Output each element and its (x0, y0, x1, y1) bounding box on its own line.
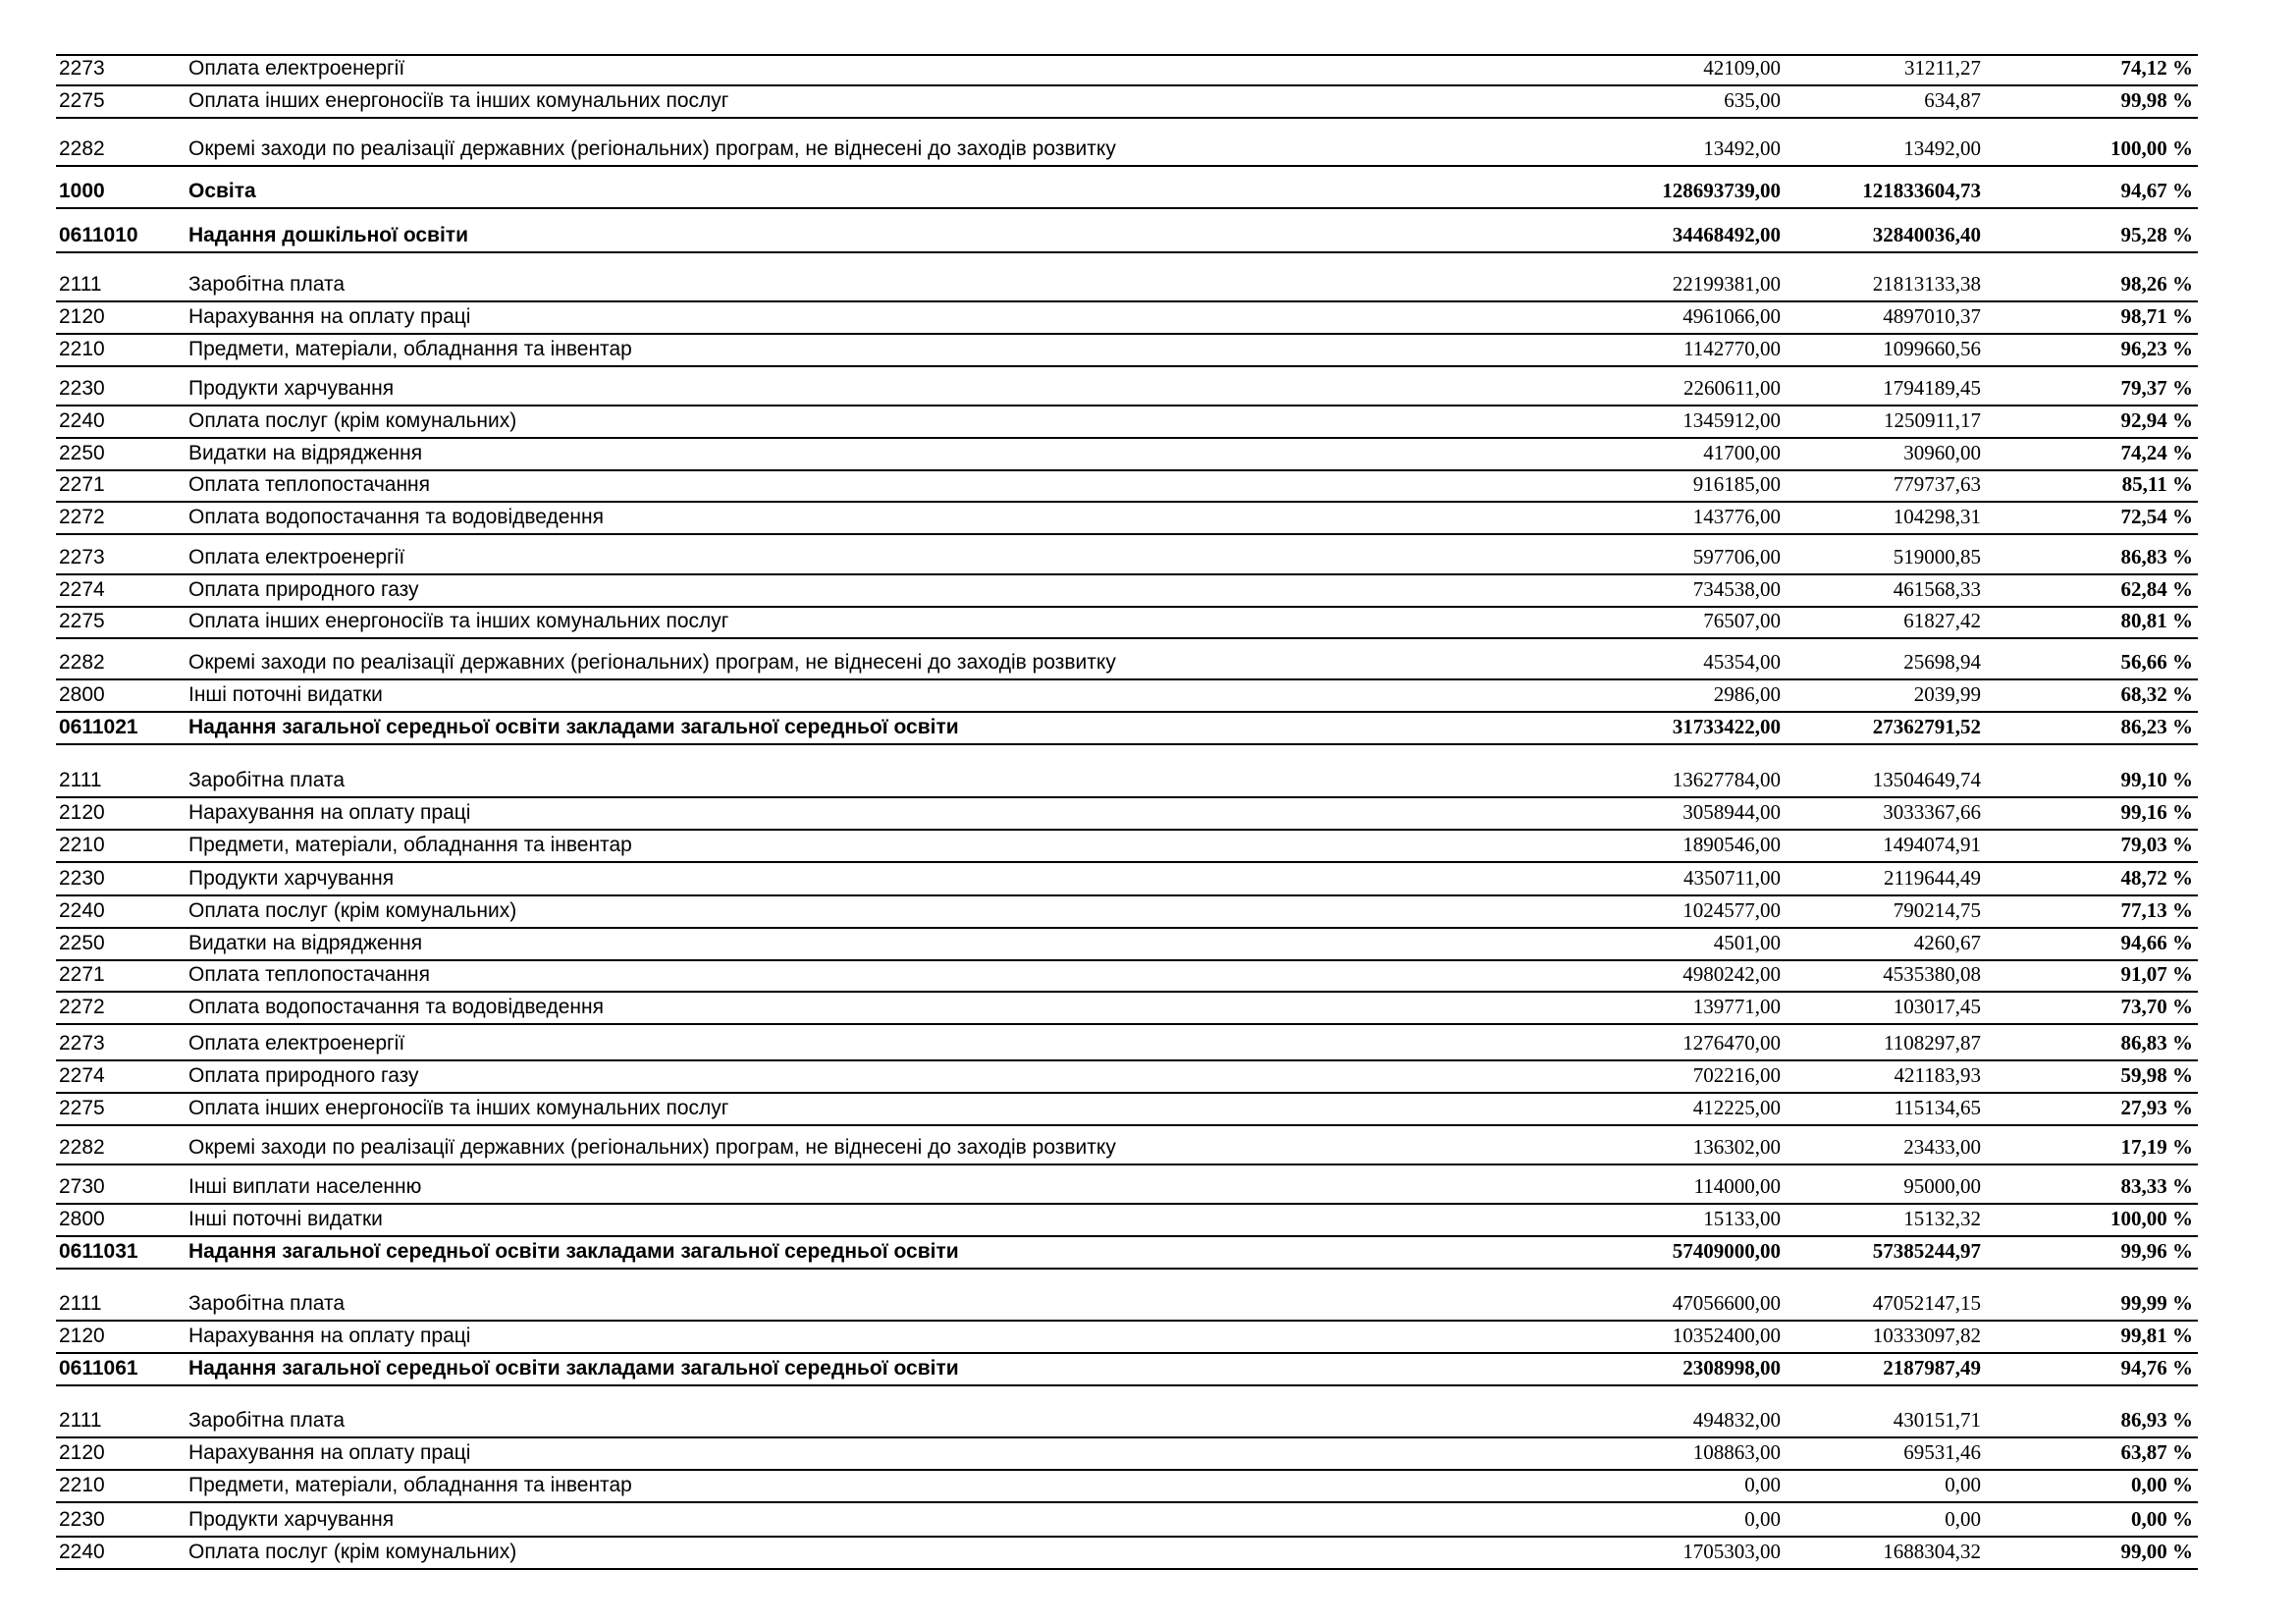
row-fact: 4260,67 (1913, 931, 1981, 954)
section-row (56, 1354, 2198, 1386)
row-fact: 27362791,52 (1872, 715, 1981, 738)
row-plan: 47056600,00 (1672, 1291, 1781, 1315)
row-code: 2282 (59, 1136, 105, 1159)
row-name: Нарахування на оплату праці (188, 305, 471, 328)
row-fact: 1494074,91 (1883, 833, 1981, 856)
row-percent: 48,72 % (2120, 866, 2193, 890)
budget-table (56, 54, 2198, 1570)
row-fact: 32840036,40 (1872, 223, 1981, 246)
row-percent: 73,70 % (2120, 995, 2193, 1018)
row-fact: 61827,42 (1903, 609, 1981, 632)
row-plan: 635,00 (1724, 88, 1781, 112)
row-fact: 1099660,56 (1883, 337, 1981, 360)
row-plan: 2986,00 (1713, 682, 1781, 706)
table-row (56, 1025, 2198, 1061)
row-name: Надання загальної середньої освіти закладами загальної середньої освіти (188, 1240, 959, 1263)
row-plan: 13492,00 (1703, 136, 1781, 160)
table-row (56, 1270, 2198, 1322)
row-plan: 2308998,00 (1682, 1356, 1781, 1380)
row-percent: 74,24 % (2120, 441, 2193, 464)
row-code: 2272 (59, 506, 105, 528)
row-name: Оплата теплопостачання (188, 963, 431, 986)
row-code: 2111 (59, 273, 102, 296)
table-row (56, 608, 2198, 639)
row-name: Нарахування на оплату праці (188, 801, 471, 824)
table-row (56, 1438, 2198, 1471)
row-percent: 98,26 % (2120, 272, 2193, 296)
row-plan: 31733422,00 (1672, 715, 1781, 738)
row-name: Нарахування на оплату праці (188, 1325, 471, 1347)
row-fact: 47052147,15 (1872, 1291, 1981, 1315)
row-code: 0611031 (59, 1240, 138, 1263)
row-fact: 103017,45 (1893, 995, 1981, 1018)
row-plan: 128693739,00 (1662, 179, 1781, 202)
table-row (56, 253, 2198, 302)
table-row (56, 1126, 2198, 1165)
table-row (56, 896, 2198, 929)
row-name: Оплата інших енергоносіїв та інших комунальних послуг (188, 1097, 729, 1119)
row-name: Заробітна плата (188, 273, 346, 296)
row-plan: 114000,00 (1693, 1174, 1781, 1198)
row-plan: 1890546,00 (1682, 833, 1781, 856)
row-name: Надання загальної середньої освіти закладами загальної середньої освіти (188, 716, 959, 738)
row-fact: 10333097,82 (1872, 1324, 1981, 1347)
row-percent: 85,11 % (2121, 472, 2193, 496)
row-plan: 76507,00 (1703, 609, 1781, 632)
row-percent: 79,37 % (2120, 376, 2193, 400)
row-name: Оплата електроенергії (188, 57, 405, 80)
row-plan: 3058944,00 (1682, 800, 1781, 824)
row-name: Оплата природного газу (188, 1064, 419, 1087)
row-code: 2282 (59, 651, 105, 674)
row-code: 2271 (59, 473, 105, 496)
table-row (56, 1061, 2198, 1094)
row-percent: 27,93 % (2120, 1096, 2193, 1119)
row-name: Продукти харчування (188, 867, 395, 890)
row-code: 2120 (59, 1441, 105, 1464)
row-plan: 1276470,00 (1682, 1031, 1781, 1055)
row-code: 2230 (59, 867, 105, 890)
row-percent: 98,71 % (2120, 304, 2193, 328)
row-code: 2230 (59, 1508, 105, 1531)
row-fact: 15132,32 (1903, 1207, 1981, 1230)
row-percent: 96,23 % (2120, 337, 2193, 360)
row-code: 0611010 (59, 224, 138, 246)
table-row (56, 863, 2198, 896)
row-percent: 59,98 % (2120, 1063, 2193, 1087)
row-fact: 1250911,17 (1884, 408, 1981, 432)
row-fact: 13492,00 (1903, 136, 1981, 160)
row-code: 2250 (59, 932, 105, 954)
row-fact: 115134,65 (1894, 1096, 1981, 1119)
row-name: Предмети, матеріали, обладнання та інвентар (188, 1474, 632, 1496)
row-plan: 34468492,00 (1672, 223, 1781, 246)
row-name: Нарахування на оплату праці (188, 1441, 471, 1464)
row-percent: 94,66 % (2120, 931, 2193, 954)
row-name: Інші поточні видатки (188, 683, 383, 706)
row-code: 2210 (59, 1474, 105, 1496)
row-code: 0611061 (59, 1357, 138, 1380)
row-plan: 2260611,00 (1683, 376, 1781, 400)
row-code: 2120 (59, 801, 105, 824)
row-code: 2273 (59, 546, 105, 568)
table-row (56, 1538, 2198, 1570)
row-code: 0611021 (59, 716, 138, 738)
row-percent: 0,00 % (2131, 1507, 2193, 1531)
row-plan: 41700,00 (1703, 441, 1781, 464)
row-name: Освіта (188, 180, 256, 202)
table-row (56, 575, 2198, 608)
row-fact: 31211,27 (1904, 56, 1981, 80)
row-plan: 597706,00 (1692, 545, 1781, 568)
row-code: 1000 (59, 180, 105, 202)
row-name: Інші виплати населенню (188, 1175, 422, 1198)
row-code: 2230 (59, 377, 105, 400)
row-code: 2800 (59, 1208, 105, 1230)
row-name: Заробітна плата (188, 1292, 346, 1315)
row-code: 2240 (59, 409, 105, 432)
row-name: Оплата теплопостачання (188, 473, 431, 496)
row-percent: 74,12 % (2120, 56, 2193, 80)
row-plan: 4961066,00 (1682, 304, 1781, 328)
row-code: 2120 (59, 1325, 105, 1347)
row-name: Оплата водопостачання та водовідведення (188, 506, 604, 528)
table-row (56, 406, 2198, 439)
table-row (56, 639, 2198, 680)
row-percent: 86,83 % (2120, 545, 2193, 568)
row-percent: 86,93 % (2120, 1408, 2193, 1432)
row-fact: 779737,63 (1893, 472, 1981, 496)
row-plan: 1142770,00 (1683, 337, 1781, 360)
row-percent: 94,76 % (2120, 1356, 2193, 1380)
row-name: Предмети, матеріали, обладнання та інвентар (188, 834, 632, 856)
row-name: Оплата послуг (крім комунальних) (188, 409, 517, 432)
row-percent: 72,54 % (2120, 505, 2193, 528)
row-fact: 23433,00 (1903, 1135, 1981, 1159)
row-fact: 519000,85 (1893, 545, 1981, 568)
table-row (56, 1503, 2198, 1538)
row-fact: 57385244,97 (1872, 1239, 1981, 1263)
row-fact: 1108297,87 (1884, 1031, 1981, 1055)
row-plan: 108863,00 (1692, 1440, 1781, 1464)
table-row (56, 798, 2198, 831)
row-fact: 95000,00 (1903, 1174, 1981, 1198)
row-name: Оплата електроенергії (188, 1032, 405, 1055)
row-percent: 77,13 % (2120, 898, 2193, 922)
row-code: 2282 (59, 137, 105, 160)
row-name: Продукти харчування (188, 1508, 395, 1531)
row-percent: 99,00 % (2120, 1540, 2193, 1563)
row-fact: 0,00 (1945, 1473, 1981, 1496)
row-fact: 30960,00 (1903, 441, 1981, 464)
table-row (56, 535, 2198, 575)
row-fact: 13504649,74 (1872, 768, 1981, 791)
table-row (56, 1205, 2198, 1237)
row-plan: 494832,00 (1692, 1408, 1781, 1432)
row-plan: 916185,00 (1692, 472, 1781, 496)
row-percent: 99,81 % (2120, 1324, 2193, 1347)
row-percent: 100,00 % (2110, 136, 2193, 160)
row-plan: 13627784,00 (1672, 768, 1781, 791)
row-percent: 99,98 % (2120, 88, 2193, 112)
row-percent: 83,33 % (2120, 1174, 2193, 1198)
row-percent: 100,00 % (2110, 1207, 2193, 1230)
row-code: 2273 (59, 57, 105, 80)
row-name: Продукти харчування (188, 377, 395, 400)
row-fact: 2187987,49 (1883, 1356, 1981, 1380)
row-plan: 702216,00 (1692, 1063, 1781, 1087)
table-row (56, 335, 2198, 367)
row-name: Оплата інших енергоносіїв та інших комунальних послуг (188, 610, 729, 632)
table-row (56, 993, 2198, 1025)
row-percent: 79,03 % (2120, 833, 2193, 856)
row-name: Оплата послуг (крім комунальних) (188, 899, 517, 922)
row-plan: 1024577,00 (1682, 898, 1781, 922)
row-plan: 1705303,00 (1682, 1540, 1781, 1563)
row-fact: 0,00 (1945, 1507, 1981, 1531)
row-percent: 80,81 % (2120, 609, 2193, 632)
section-row (56, 167, 2198, 209)
row-plan: 10352400,00 (1672, 1324, 1781, 1347)
row-code: 2271 (59, 963, 105, 986)
table-row (56, 302, 2198, 335)
row-plan: 1345912,00 (1682, 408, 1781, 432)
table-row (56, 503, 2198, 535)
row-plan: 57409000,00 (1672, 1239, 1781, 1263)
row-fact: 3033367,66 (1883, 800, 1981, 824)
table-row (56, 1165, 2198, 1205)
table-row (56, 1322, 2198, 1354)
row-plan: 45354,00 (1703, 650, 1781, 674)
row-fact: 461568,33 (1893, 577, 1981, 601)
row-name: Оплата водопостачання та водовідведення (188, 996, 604, 1018)
row-name: Надання загальної середньої освіти закладами загальної середньої освіти (188, 1357, 959, 1380)
table-row (56, 831, 2198, 863)
row-code: 2275 (59, 1097, 105, 1119)
row-name: Окремі заходи по реалізації державних (регіональних) програм, не віднесені до заходів розвитку (188, 1136, 1116, 1159)
row-plan: 4980242,00 (1682, 962, 1781, 986)
section-row (56, 209, 2198, 253)
row-plan: 0,00 (1744, 1507, 1781, 1531)
row-plan: 4350711,00 (1683, 866, 1781, 890)
table-row (56, 680, 2198, 713)
row-percent: 63,87 % (2120, 1440, 2193, 1464)
row-percent: 99,10 % (2120, 768, 2193, 791)
table-row (56, 745, 2198, 798)
section-row (56, 713, 2198, 745)
row-name: Оплата електроенергії (188, 546, 405, 568)
row-code: 2800 (59, 683, 105, 706)
row-fact: 1688304,32 (1883, 1540, 1981, 1563)
row-code: 2275 (59, 610, 105, 632)
row-code: 2120 (59, 305, 105, 328)
row-plan: 22199381,00 (1672, 272, 1781, 296)
row-fact: 790214,75 (1893, 898, 1981, 922)
row-code: 2273 (59, 1032, 105, 1055)
row-name: Інші поточні видатки (188, 1208, 383, 1230)
row-code: 2250 (59, 442, 105, 464)
row-code: 2240 (59, 899, 105, 922)
table-row (56, 86, 2198, 119)
row-fact: 421183,93 (1894, 1063, 1981, 1087)
row-plan: 143776,00 (1692, 505, 1781, 528)
row-plan: 4501,00 (1713, 931, 1781, 954)
row-percent: 95,28 % (2120, 223, 2193, 246)
row-fact: 634,87 (1924, 88, 1981, 112)
row-code: 2111 (59, 769, 102, 791)
row-code: 2275 (59, 89, 105, 112)
row-fact: 4897010,37 (1883, 304, 1981, 328)
table-row (56, 929, 2198, 961)
table-row (56, 1094, 2198, 1126)
row-percent: 62,84 % (2120, 577, 2193, 601)
row-code: 2210 (59, 338, 105, 360)
table-row (56, 54, 2198, 86)
row-code: 2730 (59, 1175, 105, 1198)
row-fact: 430151,71 (1893, 1408, 1981, 1432)
row-code: 2274 (59, 1064, 105, 1087)
row-fact: 1794189,45 (1883, 376, 1981, 400)
row-plan: 136302,00 (1692, 1135, 1781, 1159)
row-plan: 15133,00 (1703, 1207, 1781, 1230)
row-percent: 17,19 % (2120, 1135, 2193, 1159)
row-fact: 121833604,73 (1862, 179, 1981, 202)
row-name: Оплата послуг (крім комунальних) (188, 1541, 517, 1563)
row-percent: 92,94 % (2120, 408, 2193, 432)
row-name: Окремі заходи по реалізації державних (регіональних) програм, не віднесені до заходів розвитку (188, 651, 1116, 674)
row-percent: 56,66 % (2120, 650, 2193, 674)
row-name: Окремі заходи по реалізації державних (регіональних) програм, не віднесені до заходів розвитку (188, 137, 1116, 160)
row-plan: 412225,00 (1692, 1096, 1781, 1119)
table-row (56, 367, 2198, 406)
row-percent: 0,00 % (2131, 1473, 2193, 1496)
row-percent: 99,16 % (2120, 800, 2193, 824)
row-fact: 69531,46 (1903, 1440, 1981, 1464)
table-row (56, 1471, 2198, 1503)
row-percent: 86,23 % (2120, 715, 2193, 738)
row-plan: 734538,00 (1692, 577, 1781, 601)
row-code: 2210 (59, 834, 105, 856)
row-name: Заробітна плата (188, 1409, 346, 1432)
row-code: 2111 (59, 1409, 102, 1432)
row-code: 2272 (59, 996, 105, 1018)
row-percent: 99,96 % (2120, 1239, 2193, 1263)
table-row (56, 1386, 2198, 1438)
row-percent: 94,67 % (2120, 179, 2193, 202)
row-code: 2274 (59, 578, 105, 601)
row-plan: 42109,00 (1703, 56, 1781, 80)
row-percent: 68,32 % (2120, 682, 2193, 706)
row-code: 2240 (59, 1541, 105, 1563)
row-fact: 2039,99 (1913, 682, 1981, 706)
row-code: 2111 (59, 1292, 102, 1315)
table-row (56, 961, 2198, 993)
table-row (56, 439, 2198, 471)
row-fact: 104298,31 (1893, 505, 1981, 528)
table-row (56, 471, 2198, 503)
row-fact: 4535380,08 (1883, 962, 1981, 986)
row-name: Надання дошкільної освіти (188, 224, 468, 246)
section-row (56, 1237, 2198, 1270)
row-name: Предмети, матеріали, обладнання та інвентар (188, 338, 632, 360)
row-percent: 99,99 % (2120, 1291, 2193, 1315)
row-fact: 25698,94 (1903, 650, 1981, 674)
row-plan: 0,00 (1744, 1473, 1781, 1496)
row-fact: 21813133,38 (1872, 272, 1981, 296)
row-name: Видатки на відрядження (188, 932, 423, 954)
row-fact: 2119644,49 (1884, 866, 1981, 890)
row-name: Оплата інших енергоносіїв та інших комунальних послуг (188, 89, 729, 112)
row-name: Видатки на відрядження (188, 442, 423, 464)
row-percent: 91,07 % (2120, 962, 2193, 986)
table-row (56, 119, 2198, 167)
row-name: Заробітна плата (188, 769, 346, 791)
row-percent: 86,83 % (2120, 1031, 2193, 1055)
row-plan: 139771,00 (1692, 995, 1781, 1018)
row-name: Оплата природного газу (188, 578, 419, 601)
